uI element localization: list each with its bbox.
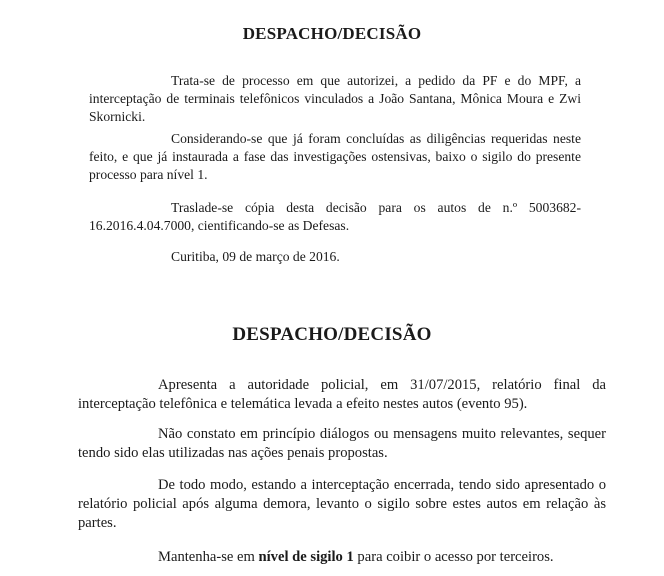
final-paragraph <box>78 548 606 567</box>
final-paragraph-text: para coibir o acesso por terceiros. <box>353 549 554 565</box>
decision-paragraph: Trata-se de processo em que autorizei, a pedido da PF e do MPF, a interceptação de terminais telefônicos vinculados a João Santana, Mônica Moura e Zwi Skornicki. <box>89 73 581 124</box>
decision-title: DESPACHO/DECISÃO <box>242 24 422 43</box>
decision-paragraph: Considerando-se que já foram concluídas as diligências requeridas neste feito, e que já instaurada a fase das investigações ostensivas, baixo o sigilo do presente processo para nível 1. <box>89 131 581 182</box>
final-paragraph-text: Mantenha-se em <box>158 549 259 565</box>
decision-paragraph: Traslade-se cópia desta decisão para os autos de n.º 5003682-16.2016.4.04.7000, cientificando-se as Defesas. <box>89 200 581 233</box>
date-line: Curitiba, 09 de março de 2016. <box>171 249 340 264</box>
sigilo-level-emphasis: nível de sigilo 1 <box>258 549 354 565</box>
decision-title: DESPACHO/DECISÃO <box>232 324 432 345</box>
decision-paragraph: Apresenta a autoridade policial, em 31/07/2015, relatório final da interceptação telefônica e telemática levada a efeito nestes autos (evento 95). <box>78 377 606 412</box>
decision-paragraph: Não constato em princípio diálogos ou mensagens muito relevantes, sequer tendo sido elas utilizadas nas ações penais propostas. <box>78 426 606 461</box>
decision-paragraph: De todo modo, estando a interceptação encerrada, tendo sido apresentado o relatório policial após alguma demora, levanto o sigilo sobre estes autos em relação às partes. <box>78 477 606 531</box>
